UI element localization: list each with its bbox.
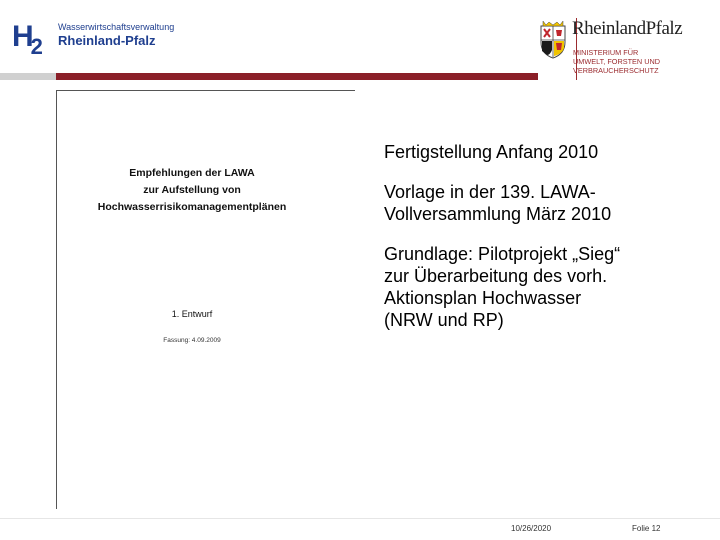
h2-logo-line1: Wasserwirtschaftsverwaltung xyxy=(58,22,175,32)
content-text xyxy=(384,141,684,349)
h2-logo-subscript: 2 xyxy=(30,34,42,59)
rlp-ministry-logo xyxy=(536,14,716,84)
header-gray-bar xyxy=(0,73,56,80)
h2-logo-text xyxy=(58,22,174,48)
document-title-line: Hochwasserrisikomanagementplänen xyxy=(97,201,287,213)
footer-divider xyxy=(0,518,720,519)
rlp-ministry-line: MINISTERIUM FÜR xyxy=(573,48,639,57)
rlp-ministry-text xyxy=(573,48,660,75)
document-preview xyxy=(56,90,355,509)
document-title-line: zur Aufstellung von xyxy=(143,184,241,196)
document-draft-label: 1. Entwurf xyxy=(171,309,213,319)
rlp-ministry-line: VERBRAUCHERSCHUTZ xyxy=(573,66,659,75)
document-title-line: Empfehlungen der LAWA xyxy=(129,167,255,179)
content-paragraph: Vorlage in der 139. LAWA- Vollversammlung März 2010 xyxy=(384,182,612,224)
header-red-bar xyxy=(56,73,538,80)
footer-date: 10/26/2020 xyxy=(511,524,552,533)
h2-logo-letter: H xyxy=(12,20,33,53)
h2-logo-mark xyxy=(12,20,44,59)
footer-slide-number: Folie 12 xyxy=(632,524,661,533)
rlp-ministry-line: UMWELT, FORSTEN UND xyxy=(573,57,661,66)
content-paragraph: Grundlage: Pilotprojekt „Sieg“ zur Überarbeitung des vorh. Aktionsplan Hochwasser (NRW und RP) xyxy=(384,244,621,330)
coat-of-arms-icon xyxy=(538,20,568,60)
rlp-name: RheinlandPfalz xyxy=(572,18,683,39)
content-paragraph: Fertigstellung Anfang 2010 xyxy=(384,142,599,162)
document-title xyxy=(57,165,327,216)
h2-logo xyxy=(12,18,175,59)
h2-logo-line2: Rheinland-Pfalz xyxy=(58,33,156,48)
document-version-label: Fassung: 4.09.2009 xyxy=(163,337,221,344)
